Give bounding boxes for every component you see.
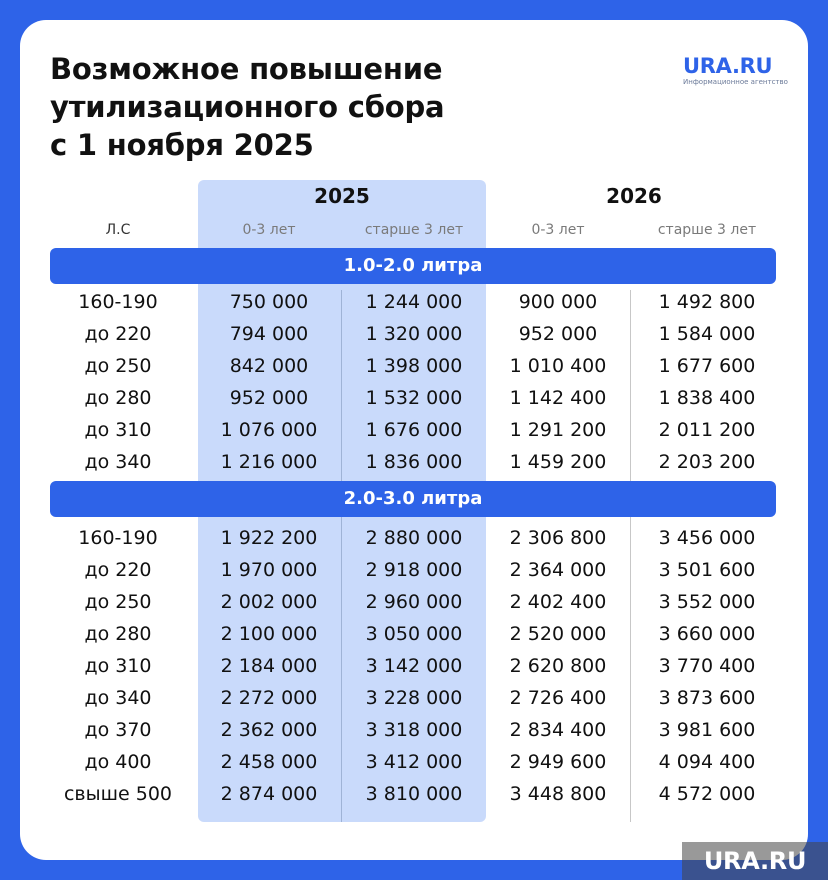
table-row — [20, 414, 808, 446]
column-header-2025-new: 0-3 лет — [242, 222, 296, 238]
watermark-logo: URA.RU — [682, 842, 828, 880]
value-cell: 952 000 — [229, 387, 309, 409]
value-cell: 1 922 200 — [220, 527, 318, 549]
value-cell: 1 244 000 — [365, 291, 463, 313]
hp-cell: до 340 — [84, 687, 152, 709]
table-row — [20, 446, 808, 478]
value-cell: 1 216 000 — [220, 451, 318, 473]
hp-cell: до 220 — [84, 323, 152, 345]
value-cell: 3 770 400 — [658, 655, 756, 677]
value-cell: 2 002 000 — [220, 591, 318, 613]
infographic-card — [20, 20, 808, 860]
hp-cell: до 250 — [84, 591, 152, 613]
value-cell: 1 459 200 — [509, 451, 607, 473]
table-row — [20, 778, 808, 810]
hp-cell: до 310 — [84, 419, 152, 441]
value-cell: 2 100 000 — [220, 623, 318, 645]
hp-cell: до 370 — [84, 719, 152, 741]
hp-cell: до 280 — [84, 387, 152, 409]
value-cell: 3 552 000 — [658, 591, 756, 613]
value-cell: 2 011 200 — [658, 419, 756, 441]
group-band-1-2l: 1.0-2.0 литра — [50, 248, 776, 284]
value-cell: 1 836 000 — [365, 451, 463, 473]
hp-cell: 160-190 — [78, 527, 158, 549]
value-cell: 1 492 800 — [658, 291, 756, 313]
table-row — [20, 650, 808, 682]
title-line-1: Возможное повышение — [50, 52, 443, 86]
value-cell: 1 398 000 — [365, 355, 463, 377]
year-header-2025: 2025 — [314, 184, 370, 208]
table-row — [20, 714, 808, 746]
value-cell: 2 880 000 — [365, 527, 463, 549]
value-cell: 2 918 000 — [365, 559, 463, 581]
value-cell: 2 364 000 — [509, 559, 607, 581]
value-cell: 2 184 000 — [220, 655, 318, 677]
value-cell: 2 520 000 — [509, 623, 607, 645]
value-cell: 842 000 — [229, 355, 309, 377]
value-cell: 1 838 400 — [658, 387, 756, 409]
hp-cell: до 400 — [84, 751, 152, 773]
hp-cell: до 220 — [84, 559, 152, 581]
column-header-hp: Л.С — [105, 222, 131, 238]
table-row — [20, 350, 808, 382]
hp-cell: свыше 500 — [63, 783, 173, 805]
table-row — [20, 522, 808, 554]
value-cell: 2 203 200 — [658, 451, 756, 473]
column-header-2025-old: старше 3 лет — [364, 222, 464, 238]
value-cell: 2 306 800 — [509, 527, 607, 549]
value-cell: 1 320 000 — [365, 323, 463, 345]
ura-logo — [683, 54, 793, 86]
title-line-3: с 1 ноября 2025 — [50, 128, 314, 162]
table-row — [20, 586, 808, 618]
hp-cell: 160-190 — [78, 291, 158, 313]
hp-cell: до 340 — [84, 451, 152, 473]
value-cell: 900 000 — [518, 291, 598, 313]
value-cell: 3 448 800 — [509, 783, 607, 805]
value-cell: 2 834 400 — [509, 719, 607, 741]
value-cell: 3 318 000 — [365, 719, 463, 741]
value-cell: 1 291 200 — [509, 419, 607, 441]
value-cell: 1 677 600 — [658, 355, 756, 377]
value-cell: 1 532 000 — [365, 387, 463, 409]
value-cell: 2 874 000 — [220, 783, 318, 805]
value-cell: 2 272 000 — [220, 687, 318, 709]
logo-subtitle: Информационное агентство — [683, 78, 788, 86]
group-band-2-3l: 2.0-3.0 литра — [50, 481, 776, 517]
hp-cell: до 310 — [84, 655, 152, 677]
column-header-2026-new: 0-3 лет — [531, 222, 585, 238]
value-cell: 3 456 000 — [658, 527, 756, 549]
column-header-2026-old: старше 3 лет — [657, 222, 757, 238]
value-cell: 2 949 600 — [509, 751, 607, 773]
page-title — [50, 50, 570, 164]
year-header-2026: 2026 — [606, 184, 662, 208]
table-row — [20, 746, 808, 778]
value-cell: 3 050 000 — [365, 623, 463, 645]
value-cell: 2 458 000 — [220, 751, 318, 773]
value-cell: 2 362 000 — [220, 719, 318, 741]
value-cell: 4 572 000 — [658, 783, 756, 805]
value-cell: 952 000 — [518, 323, 598, 345]
table-row — [20, 618, 808, 650]
value-cell: 3 228 000 — [365, 687, 463, 709]
value-cell: 1 676 000 — [365, 419, 463, 441]
table-row — [20, 382, 808, 414]
value-cell: 2 402 400 — [509, 591, 607, 613]
title-line-2: утилизационного сбора — [50, 90, 445, 124]
value-cell: 3 142 000 — [365, 655, 463, 677]
value-cell: 1 584 000 — [658, 323, 756, 345]
value-cell: 2 620 800 — [509, 655, 607, 677]
value-cell: 3 412 000 — [365, 751, 463, 773]
table-row — [20, 286, 808, 318]
value-cell: 1 142 400 — [509, 387, 607, 409]
logo-text: URA.RU — [683, 54, 773, 78]
value-cell: 794 000 — [229, 323, 309, 345]
value-cell: 2 726 400 — [509, 687, 607, 709]
value-cell: 3 981 600 — [658, 719, 756, 741]
table-row — [20, 318, 808, 350]
value-cell: 2 960 000 — [365, 591, 463, 613]
value-cell: 3 810 000 — [365, 783, 463, 805]
value-cell: 3 873 600 — [658, 687, 756, 709]
table-row — [20, 554, 808, 586]
value-cell: 1 076 000 — [220, 419, 318, 441]
value-cell: 750 000 — [229, 291, 309, 313]
value-cell: 1 010 400 — [509, 355, 607, 377]
table-row — [20, 682, 808, 714]
value-cell: 1 970 000 — [220, 559, 318, 581]
value-cell: 3 501 600 — [658, 559, 756, 581]
value-cell: 3 660 000 — [658, 623, 756, 645]
hp-cell: до 280 — [84, 623, 152, 645]
value-cell: 4 094 400 — [658, 751, 756, 773]
hp-cell: до 250 — [84, 355, 152, 377]
